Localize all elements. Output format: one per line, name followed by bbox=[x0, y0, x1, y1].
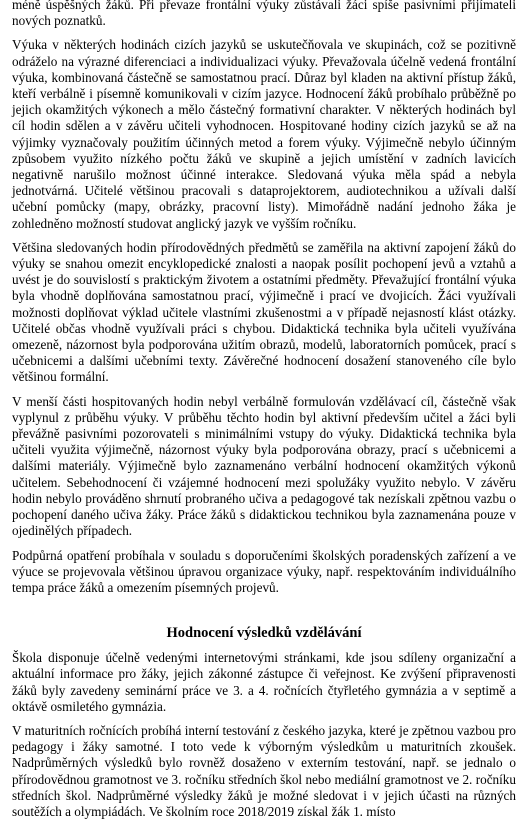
paragraph-support-measures: Podpůrná opatření probíhala v souladu s doporučeními školských poradenských zařízení a ve výuce se projevovala většinou úpravou organizace výuky, např. respektováním individuálního tempa práce žáků a omezením písemných projevů. bbox=[12, 547, 516, 595]
paragraph-science-subjects: Většina sledovaných hodin přírodovědných předmětů se zaměřila na aktivní zapojení žáků do výuky se snahou omezit encyklopedické znalosti a naopak posílit pochopení jevů a vztahů a uvést je do souvislostí s praktickým životem a ostatními předměty. Převažující frontální výuka byla vhodně doplňována samostatnou prací, výjimečně i prací ve dvojicích. Žáci využívali možnosti doplňovat výklad učitele vlastními zkušenostmi a v případě nejasností klást otázky. Učitelé občas vhodně využívali práci s chybou. Didaktická technika byla učiteli využívána omezeně, názornost byla podporována užitím obrazů, modelů, laboratorních pomůcek, prací s učebnicemi a dalšími učebními texty. Závěrečné hodnocení dosažení stanoveného cíle bylo většinou formální. bbox=[12, 239, 516, 385]
paragraph-foreign-languages: Výuka v některých hodinách cizích jazyků se uskutečňovala ve skupinách, což se pozitivně odráželo na výrazné diferenciaci a individualizaci výuky. Převažovala účelně vedená frontální výuka, kombinovaná částečně se samostatnou prací. Důraz byl kladen na aktivní přístup žáků, kteří verbálně i písemně komunikovali v cizím jazyce. Hodnocení žáků probíhalo průběžně po jejich okamžitých výkonech a mělo částečný formativní charakter. V některých hodinách byl cíl hodin sdělen a v závěru učiteli vyhodnocen. Hospitované hodiny cizích jazyků se až na výjimky vyznačovaly použitím účinných metod a forem výuky. Výjimečně nebylo účinným způsobem využito nízkého počtu žáků ve skupině a jejich umístění v zadních lavicích negativně narušilo možnost účinné interakce. Sledovaná výuka měla spád a nebyla jednotvárná. Učitelé většinou pracovali s dataprojektorem, audiotechnikou a užívali další učební pomůcky (mapy, obrázky, pracovní listy). Mimořádně nadání jednoho žáka je zohledněno možností studovat anglický jazyk ve vyšším ročníku. bbox=[12, 37, 516, 231]
paragraph-maturity-results: V maturitních ročnících probíhá interní testování z českého jazyka, které je zpětnou vazbou pro pedagogy i žáky samotné. I toto vede k výborným výsledkům u maturitních zkoušek. Nadprůměrných výsledků bylo rovněž dosaženo v externím testování, např. se jednalo o přírodovědnou gramotnost ve 3. ročníku středních škol nebo mediální gramotnost ve 2. ročníku středních škol. Nadprůměrné výsledky žáků je možné sledovat i v jejich účasti na různých soutěžích a olympiádách. Ve školním roce 2018/2019 získal žák 1. místo bbox=[12, 722, 516, 819]
paragraph-school-website: Škola disponuje účelně vedenými internetovými stránkami, kde jsou sdíleny organizační a aktuální informace pro žáky, jejich zákonné zástupce či veřejnost. Ke zvýšení připravenosti žáků byly zavedeny seminární práce ve 3. a 4. ročnících čtyřletého gymnázia a v septimě a oktávě osmiletého gymnázia. bbox=[12, 650, 516, 714]
paragraph-observed-lessons: V menší části hospitovaných hodin nebyl verbálně formulován vzdělávací cíl, částečně však vyplynul z průběhu výuky. V průběhu těchto hodin byl aktivní především učitel a žáci byli převážně pasivními pozorovateli s minimálními vstupy do výuky. Didaktická technika byla učiteli využita výjimečně, názornost výuky byla podporována obrazy, prací s učebnicemi a dalšími materiály. Výjimečně bylo zaznamenáno verbální hodnocení okamžitých výkonů učitelem. Sebehodnocení či vzájemné hodnocení mezi spolužáky využito nebylo. V závěru hodin nebylo prováděno shrnutí probraného učiva a pedagogové tak nezískali zpětnou vazbu o pochopení daného učiva žáky. Práce žáků s didaktickou technikou byla zaznamenána pouze v ojedinělých případech. bbox=[12, 393, 516, 539]
paragraph-frontal-teaching-end: méně úspěšných žáků. Při převaze frontální výuky zůstávali žáci spíše pasivními přijímateli nových poznatků. bbox=[12, 0, 516, 29]
section-heading: Hodnocení výsledků vzdělávání bbox=[166, 625, 362, 642]
document-page bbox=[12, 0, 516, 828]
